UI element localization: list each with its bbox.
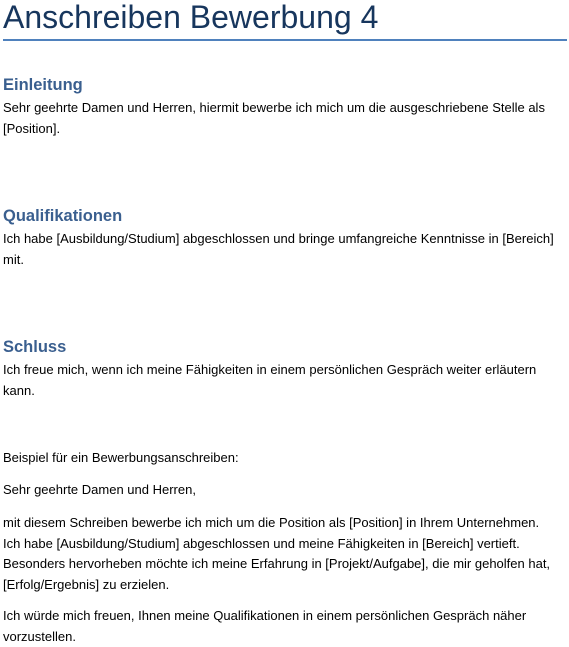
paragraph-line: kann. — [3, 381, 565, 402]
paragraph-line: [Erfolg/Ergebnis] zu erzielen. — [3, 575, 565, 596]
section-heading-schluss: Schluss — [3, 337, 66, 357]
example-intro-text: Beispiel für ein Bewerbungsanschreiben: — [3, 448, 565, 469]
paragraph-line: mit. — [3, 250, 565, 271]
paragraph-line: Ich habe [Ausbildung/Studium] abgeschlossen und meine Fähigkeiten in [Bereich] vertieft. — [3, 534, 565, 555]
paragraph-line: Ich freue mich, wenn ich meine Fähigkeiten in einem persönlichen Gespräch weiter erläutern — [3, 360, 565, 381]
paragraph-line: mit diesem Schreiben bewerbe ich mich um die Position als [Position] in Ihrem Unternehmen. — [3, 513, 565, 534]
section-heading-qualifikationen: Qualifikationen — [3, 206, 122, 226]
section-heading-einleitung: Einleitung — [3, 75, 83, 95]
example-intro — [3, 448, 565, 469]
section-paragraph-schluss — [3, 360, 565, 401]
paragraph-line: vorzustellen. — [3, 627, 565, 647]
example-salutation — [3, 480, 565, 501]
title-underline-rule — [3, 39, 567, 41]
section-paragraph-einleitung — [3, 98, 565, 139]
paragraph-line: Sehr geehrte Damen und Herren, hiermit bewerbe ich mich um die ausgeschriebene Stelle als — [3, 98, 565, 119]
paragraph-line: Besonders hervorheben möchte ich meine Erfahrung in [Projekt/Aufgabe], die mir geholfen hat, — [3, 554, 565, 575]
example-closing-paragraph — [3, 606, 565, 647]
example-salutation-text: Sehr geehrte Damen und Herren, — [3, 480, 565, 501]
paragraph-line: Ich habe [Ausbildung/Studium] abgeschlossen und bringe umfangreiche Kenntnisse in [Bereich] — [3, 229, 565, 250]
section-paragraph-qualifikationen — [3, 229, 565, 270]
paragraph-line: Ich würde mich freuen, Ihnen meine Qualifikationen in einem persönlichen Gespräch näher — [3, 606, 565, 627]
document-title: Anschreiben Bewerbung 4 — [3, 0, 378, 37]
example-body-paragraph — [3, 513, 565, 595]
paragraph-line: [Position]. — [3, 119, 565, 140]
